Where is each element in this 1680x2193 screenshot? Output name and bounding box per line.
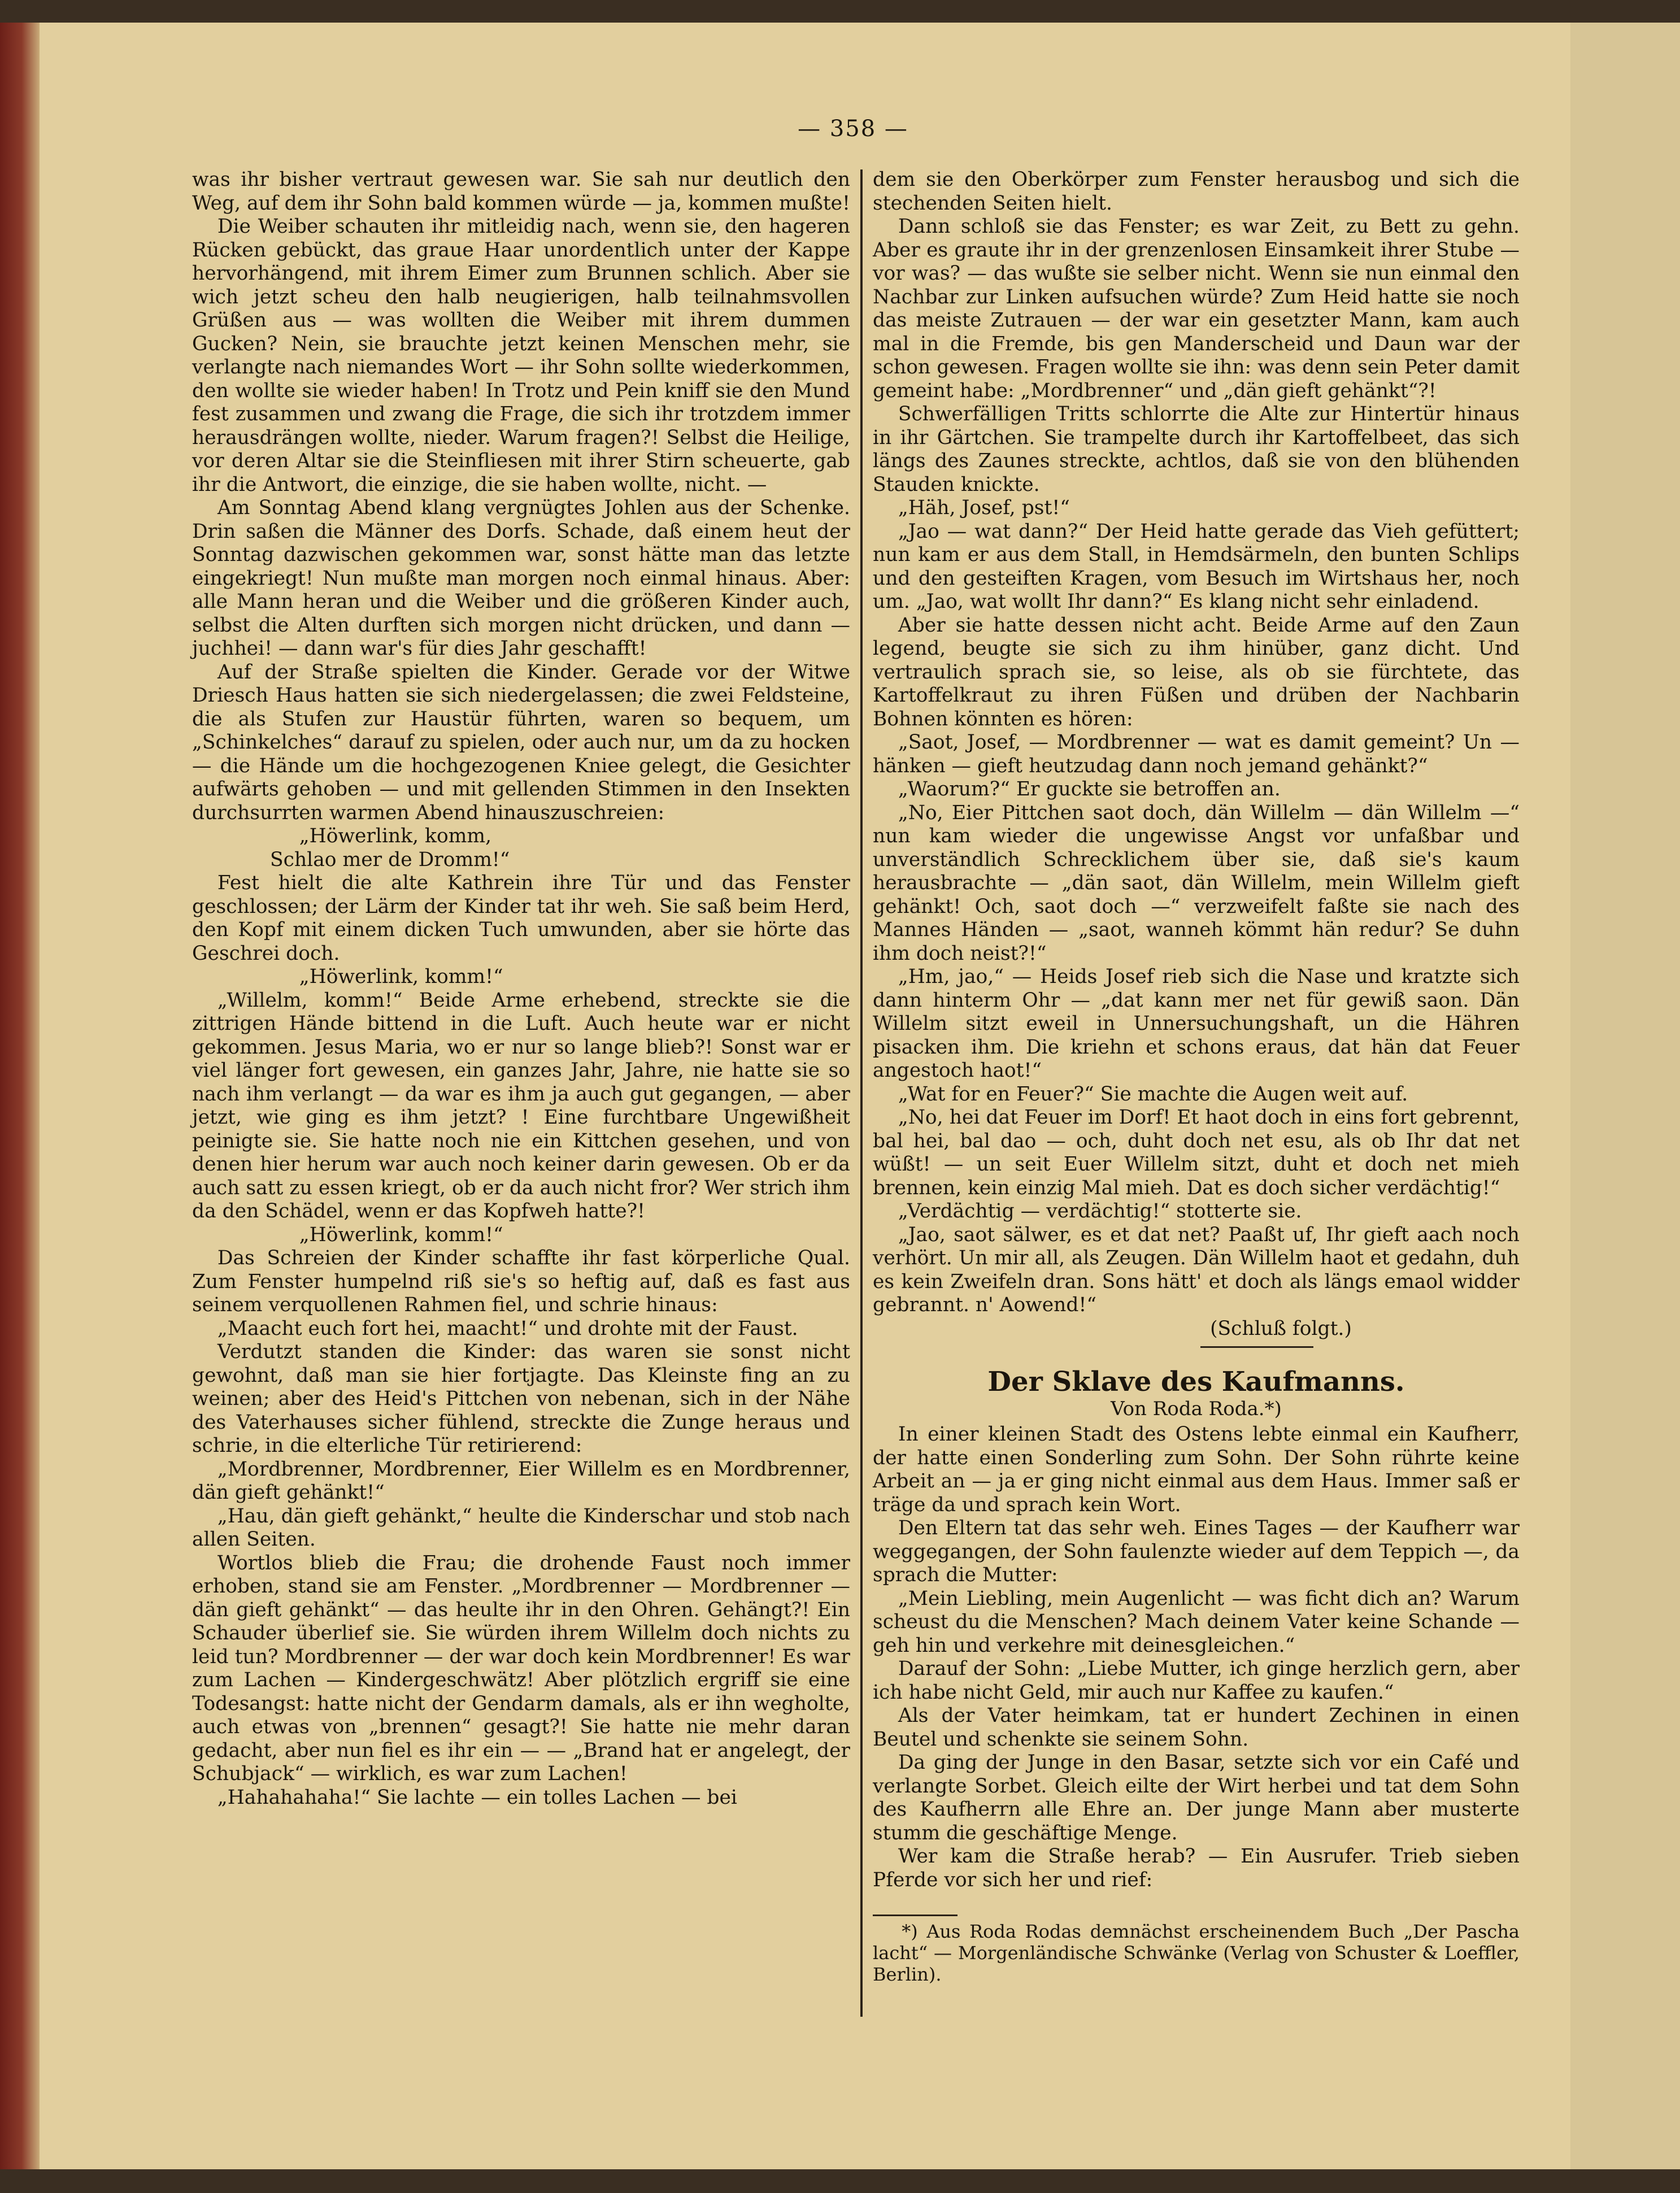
paragraph: Wer kam die Straße herab? — Ein Ausrufer. Trieb sieben Pferde vor sich her und rief: (873, 1845, 1520, 1891)
paragraph: was ihr bisher vertraut gewesen war. Sie sah nur deutlich den Weg, auf dem ihr Sohn bald kommen würde — ja, kommen mußte! (192, 168, 850, 215)
next-page-edge (1570, 23, 1680, 2169)
paragraph: „Verdächtig — verdächtig!“ stotterte sie. (898, 1200, 1302, 1222)
paragraph: „Hau, dän gieft gehänkt,“ heulte die Kinderschar und stob nach allen Seiten. (192, 1504, 850, 1551)
paragraph: Die Weiber schauten ihr mitleidig nach, wenn sie, den hageren Rücken gebückt, das graue Haar unordentlich unter der Kappe hervorhängend, mit ihrem Eimer zum Brunnen schlich. Aber sie wich jetzt scheu den halb neugierigen, halb teilnahmsvollen Grüßen aus — was wollten die Weiber mit ihrem dummen Gucken? Nein, sie brauchte jetzt keinen Menschen mehr, sie verlangte nach niemandes Wort — ihr Sohn sollte wiederkommen, den wollte sie wieder haben! In Trotz und Pein kniff sie den Mund fest zusammen und zwang die Frage, die sich ihr trotzdem immer herausdrängen wollte, nieder. Warum fragen?! Selbst die Heilige, vor deren Altar sie die Steinfliesen mit ihrer Stirn scheuerte, gab ihr die Antwort, die einzige, die sie haben wollte, nicht. — (192, 215, 850, 496)
paragraph: „Hahahahaha!“ Sie lachte — ein tolles Lachen — bei (217, 1786, 737, 1809)
story-byline: Von Roda Roda.*) (1111, 1397, 1282, 1420)
section-rule (1200, 1346, 1313, 1348)
paragraph: „Saot, Josef, — Mordbrenner — wat es damit gemeint? Un — hänken — gieft heutzudag dann noch jemand gehänkt?“ (873, 731, 1520, 777)
paragraph: Verdutzt standen die Kinder: das waren sie sonst nicht gewohnt, daß man sie hier fortjagte. Das Kleinste fing an zu weinen; aber des Heid's Pittchen von nebenan, sich in der Nähe des Vaterhauses sicher fühlend, streckte die Zunge heraus und schrie, in die elterliche Tür retirierend: (192, 1341, 850, 1457)
paragraph: „No, hei dat Feuer im Dorf! Et haot doch in eins fort gebrennt, bal hei, bal dao — och, duht doch net esu, als ob Ihr dat net wüßt! — un seit Euer Willelm sitzt, duht et doch net mieh brennen, kein einzig Mal mieh. Dat es doch sicher verdächtig!“ (873, 1106, 1520, 1199)
footnote: *) Aus Roda Rodas demnächst erscheinendem Buch „Der Pascha lacht“ — Morgenländische Schwänke (Verlag von Schuster & Loeffler, Berlin). (873, 1921, 1520, 1985)
paragraph: Auf der Straße spielten die Kinder. Gerade vor der Witwe Driesch Haus hatten sie sich niedergelassen; die zwei Feldsteine, die als Stufen zur Haustür führten, waren so bequem, um „Schinkelches“ darauf zu spielen, oder auch nur, um da zu hocken — die Hände um die hochgezogenen Kniee gelegt, die Gesichter aufwärts gehoben — und mit gellenden Stimmen in den Insekten durchsurrten warmen Abend hinauszuschreien: (192, 660, 850, 824)
paragraph: Am Sonntag Abend klang vergnügtes Johlen aus der Schenke. Drin saßen die Männer des Dorfs. Schade, daß einem heut der Sonntag dazwischen gekommen war, sonst hätte man das letzte eingekriegt! Nun mußte man morgen noch einmal hinaus. Aber: alle Mann heran und die Weiber und die größeren Kinder auch, selbst die Alten durften sich morgen nicht drücken, und dann — juchhei! — dann war's für dies Jahr geschafft! (192, 497, 850, 660)
paragraph: Fest hielt die alte Kathrein ihre Tür und das Fenster geschlossen; der Lärm der Kinder tat ihr weh. Sie saß beim Herd, den Kopf mit einem dicken Tuch umwunden, aber sie hörte das Geschrei doch. (192, 872, 850, 965)
book-spine (0, 23, 40, 2169)
paragraph: „No, Eier Pittchen saot doch, dän Willelm — dän Willelm —“ nun kam wieder die ungewisse Angst vor unfaßbar und unverständlich Schrecklichem über sie, daß sie's kaum herausbrachte — „dän saot, dän Willelm, mein Willelm gieft gehänkt! Och, saot doch —“ verzweifelt faßte sie nach des Mannes Händen — „saot, wanneh kömmt hän redur? Se duhn ihm doch neist?!“ (873, 801, 1520, 965)
paragraph: Den Eltern tat das sehr weh. Eines Tages — der Kaufherr war weggegangen, der Sohn faulenzte wieder auf dem Teppich —, da sprach die Mutter: (873, 1517, 1520, 1586)
paragraph: „Maacht euch fort hei, maacht!“ und drohte mit der Faust. (217, 1317, 798, 1340)
paragraph: „Hm, jao,“ — Heids Josef rieb sich die Nase und kratzte sich dann hinterm Ohr — „dat kann mer net für gewiß saon. Dän Willelm sitzt eweil in Unnersuchungshaft, un die Hähren pisacken ihm. Die kriehn et schons eraus, dat hän dat Feuer angestoch haot!“ (873, 965, 1520, 1082)
paragraph: Darauf der Sohn: „Liebe Mutter, ich ginge herzlich gern, aber ich habe nicht Geld, mir auch nur Kaffee zu kaufen.“ (873, 1657, 1520, 1704)
footnote-rule (873, 1914, 957, 1916)
verse-line: Schlao mer de Dromm!“ (270, 848, 510, 871)
paragraph: „Willelm, komm!“ Beide Arme erhebend, streckte sie die zittrigen Hände bittend in die Luft. Auch heute war er nicht gekommen. Jesus Maria, wo er nur so lange blieb?! Sonst war er viel länger fort gewesen, ein ganzes Jahr, Jahre, nie hatte sie so nach ihm verlangt — da war es ihm ja auch gut gegangen, — aber jetzt, wie ging es ihm jetzt? ! Eine furchtbare Ungewißheit peinigte sie. Sie hatte noch nie ein Kittchen gesehen, und von denen hier herum war auch noch keiner darin gewesen. Ob er da auch satt zu essen kriegt, ob er da auch nicht fror? Wer strich ihm da den Schädel, wenn er das Kopfweh hatte?! (192, 989, 850, 1222)
story-title: Der Sklave des Kaufmanns. (987, 1366, 1405, 1398)
paragraph: „Mordbrenner, Mordbrenner, Eier Willelm es en Mordbrenner, dän gieft gehänkt!“ (192, 1457, 850, 1504)
paragraph: Dann schloß sie das Fenster; es war Zeit, zu Bett zu gehn. Aber es graute ihr in der grenzenlosen Einsamkeit ihrer Stube — vor was? — das wußte sie selber nicht. Wenn sie nun einmal den Nachbar zur Linken aufsuchen würde? Zum Heid hatte sie noch das meiste Zutrauen — der war ein gesetzter Mann, kam auch mal in die Fremde, bis gen Manderscheid und Daun war der schon gewesen. Fragen wollte sie ihn: was denn sein Peter damit gemeint habe: „Mordbrenner“ und „dän gieft gehänkt“?! (873, 215, 1520, 402)
right-column (873, 168, 1520, 1985)
paragraph: „Wat for en Feuer?“ Sie machte die Augen weit auf. (898, 1082, 1408, 1106)
column-divider (860, 169, 863, 2017)
page-number: — 358 — (798, 116, 908, 142)
verse-line: „Höwerlink, komm!“ (299, 965, 503, 988)
paragraph: „Jao, saot sälwer, es et dat net? Paaßt uf, Ihr gieft aach noch verhört. Un mir all, als Zeugen. Dän Willelm haot et gedahn, duh es kein Zweifeln dran. Sons hätt' et doch als längs emaol widder gebrannt. n' Aowend!“ (873, 1223, 1520, 1316)
left-column (192, 168, 850, 1809)
paragraph: „Häh, Josef, pst!“ (898, 497, 1070, 519)
paragraph: dem sie den Oberkörper zum Fenster herausbog und sich die stechenden Seiten hielt. (873, 168, 1520, 215)
paragraph: „Mein Liebling, mein Augenlicht — was ficht dich an? Warum scheust du die Menschen? Mach deinem Vater keine Schande — geh hin und verkehre mit deinesgleichen.“ (873, 1587, 1520, 1657)
paragraph: Als der Vater heimkam, tat er hundert Zechinen in einen Beutel und schenkte sie seinem Sohn. (873, 1704, 1520, 1751)
paragraph: „Jao — wat dann?“ Der Heid hatte gerade das Vieh gefüttert; nun kam er aus dem Stall, in Hemdsärmeln, den bunten Schlips und den gesteiften Kragen, vom Besuch im Wirtshaus her, noch um. „Jao, wat wollt Ihr dann?“ Es klang nicht sehr einladend. (873, 520, 1520, 613)
paragraph: Da ging der Junge in den Basar, setzte sich vor ein Café und verlangte Sorbet. Gleich eilte der Wirt herbei und tat dem Sohn des Kaufherrn alle Ehre an. Der junge Mann aber musterte stumm die geschäftige Menge. (873, 1751, 1520, 1844)
paragraph: Das Schreien der Kinder schaffte ihr fast körperliche Qual. Zum Fenster humpelnd riß sie's so heftig auf, daß es fast aus seinem verquollenen Rahmen fiel, und schrie hinaus: (192, 1247, 850, 1316)
paragraph: Aber sie hatte dessen nicht acht. Beide Arme auf den Zaun legend, beugte sie sich zu ihm hinüber, ganz dicht. Und vertraulich sprach sie, so leise, als ob sie fürchtete, das Kartoffelkraut zu ihren Füßen und drüben der Nachbarin Bohnen könnten es hören: (873, 613, 1520, 730)
paragraph: Schwerfälligen Tritts schlorrte die Alte zur Hintertür hinaus in ihr Gärtchen. Sie trampelte durch ihr Kartoffelbeet, das sich längs des Zaunes streckte, achtlos, daß sie von den blühenden Stauden knickte. (873, 403, 1520, 496)
paragraph: Wortlos blieb die Frau; die drohende Faust noch immer erhoben, stand sie am Fenster. „Mordbrenner — Mordbrenner — dän gieft gehänkt“ — das heulte ihr in den Ohren. Gehängt?! Ein Schauder überlief sie. Sie würden ihrem Willelm doch nichts zu leid tun? Mordbrenner — der war doch kein Mordbrenner! Es war zum Lachen — Kindergeschwätz! Aber plötzlich ergriff sie eine Todesangst: hatte nicht der Gendarm damals, als er ihn wegholte, auch etwas von „brennen“ gesagt?! Sie hatte nie mehr daran gedacht, aber nun fiel es ihr ein — — „Brand hat er angelegt, der Schubjack“ — wirklich, es war zum Lachen! (192, 1551, 850, 1785)
paragraph: „Waorum?“ Er guckte sie betroffen an. (898, 778, 1281, 800)
paragraph: In einer kleinen Stadt des Ostens lebte einmal ein Kaufherr, der hatte einen Sonderling zum Sohn. Der Sohn rührte keine Arbeit an — ja er ging nicht einmal aus dem Haus. Immer saß er träge da und sprach kein Wort. (873, 1423, 1520, 1516)
to-be-continued: (Schluß folgt.) (1210, 1317, 1352, 1340)
verse-line: „Höwerlink, komm!“ (299, 1223, 503, 1246)
verse-line: „Höwerlink, komm, (299, 825, 492, 847)
